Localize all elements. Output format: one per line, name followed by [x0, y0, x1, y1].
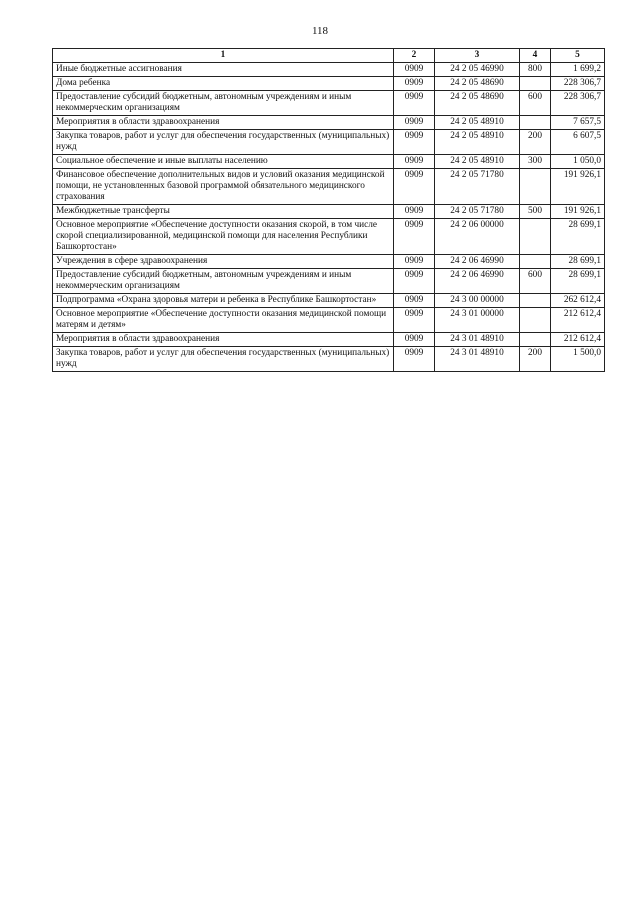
row-amount: 191 926,1 — [551, 205, 605, 219]
row-amount: 6 607,5 — [551, 130, 605, 155]
row-section-code: 0909 — [394, 308, 435, 333]
row-section-code: 0909 — [394, 91, 435, 116]
row-name: Предоставление субсидий бюджетным, автономным учреждениям и иным некоммерческим организациям — [53, 91, 394, 116]
table-row — [53, 308, 605, 333]
row-name: Межбюджетные трансферты — [53, 205, 394, 219]
row-expense-type — [520, 116, 551, 130]
column-header-2: 2 — [394, 49, 435, 63]
row-amount: 28 699,1 — [551, 269, 605, 294]
row-amount: 7 657,5 — [551, 116, 605, 130]
row-section-code: 0909 — [394, 169, 435, 205]
row-name: Иные бюджетные ассигнования — [53, 63, 394, 77]
row-expense-type: 200 — [520, 347, 551, 372]
row-expense-type — [520, 77, 551, 91]
row-expense-type: 600 — [520, 91, 551, 116]
row-name: Социальное обеспечение и иные выплаты населению — [53, 155, 394, 169]
table-row — [53, 294, 605, 308]
row-section-code: 0909 — [394, 219, 435, 255]
row-amount: 28 699,1 — [551, 255, 605, 269]
row-name: Учреждения в сфере здравоохранения — [53, 255, 394, 269]
row-expense-type — [520, 219, 551, 255]
row-expense-type: 800 — [520, 63, 551, 77]
row-target-article: 24 2 05 48910 — [435, 130, 520, 155]
row-section-code: 0909 — [394, 294, 435, 308]
row-target-article: 24 3 01 48910 — [435, 333, 520, 347]
row-expense-type — [520, 308, 551, 333]
column-header-3: 3 — [435, 49, 520, 63]
table-row — [53, 205, 605, 219]
row-amount: 262 612,4 — [551, 294, 605, 308]
row-expense-type: 600 — [520, 269, 551, 294]
row-target-article: 24 3 00 00000 — [435, 294, 520, 308]
table-header-row — [53, 49, 605, 63]
row-name: Закупка товаров, работ и услуг для обеспечения государственных (муниципальных) нужд — [53, 130, 394, 155]
row-expense-type — [520, 169, 551, 205]
table-row — [53, 63, 605, 77]
row-target-article: 24 2 05 46990 — [435, 63, 520, 77]
row-expense-type — [520, 255, 551, 269]
row-target-article: 24 3 01 00000 — [435, 308, 520, 333]
row-target-article: 24 2 05 48690 — [435, 91, 520, 116]
row-target-article: 24 2 05 48910 — [435, 116, 520, 130]
row-name: Финансовое обеспечение дополнительных видов и условий оказания медицинской помощи, не установленных базовой программой обязательного медицинского страхования — [53, 169, 394, 205]
row-amount: 1 500,0 — [551, 347, 605, 372]
table-row — [53, 155, 605, 169]
row-target-article: 24 2 05 71780 — [435, 169, 520, 205]
page-number: 118 — [311, 25, 329, 37]
table-row — [53, 169, 605, 205]
row-name: Мероприятия в области здравоохранения — [53, 333, 394, 347]
row-section-code: 0909 — [394, 77, 435, 91]
row-target-article: 24 2 05 48690 — [435, 77, 520, 91]
column-header-4: 4 — [520, 49, 551, 63]
column-header-5: 5 — [551, 49, 605, 63]
row-target-article: 24 2 05 48910 — [435, 155, 520, 169]
row-section-code: 0909 — [394, 205, 435, 219]
row-name: Предоставление субсидий бюджетным, автономным учреждениям и иным некоммерческим организациям — [53, 269, 394, 294]
row-section-code: 0909 — [394, 347, 435, 372]
row-amount: 28 699,1 — [551, 219, 605, 255]
row-amount: 228 306,7 — [551, 91, 605, 116]
table-row — [53, 130, 605, 155]
row-expense-type — [520, 294, 551, 308]
row-name: Дома ребенка — [53, 77, 394, 91]
table-row — [53, 91, 605, 116]
row-section-code: 0909 — [394, 255, 435, 269]
row-expense-type — [520, 333, 551, 347]
row-amount: 212 612,4 — [551, 308, 605, 333]
row-amount: 212 612,4 — [551, 333, 605, 347]
row-amount: 191 926,1 — [551, 169, 605, 205]
table-row — [53, 347, 605, 372]
row-target-article: 24 3 01 48910 — [435, 347, 520, 372]
row-name: Мероприятия в области здравоохранения — [53, 116, 394, 130]
row-section-code: 0909 — [394, 155, 435, 169]
row-name: Подпрограмма «Охрана здоровья матери и ребенка в Республике Башкортостан» — [53, 294, 394, 308]
table-row — [53, 116, 605, 130]
column-header-1: 1 — [53, 49, 394, 63]
row-section-code: 0909 — [394, 63, 435, 77]
row-amount: 228 306,7 — [551, 77, 605, 91]
table-row — [53, 77, 605, 91]
row-name: Основное мероприятие «Обеспечение доступности оказания скорой, в том числе скорой специализированной, медицинской помощи для населения Республики Башкортостан» — [53, 219, 394, 255]
row-name: Закупка товаров, работ и услуг для обеспечения государственных (муниципальных) нужд — [53, 347, 394, 372]
row-target-article: 24 2 05 71780 — [435, 205, 520, 219]
row-section-code: 0909 — [394, 116, 435, 130]
row-section-code: 0909 — [394, 130, 435, 155]
table-row — [53, 333, 605, 347]
row-target-article: 24 2 06 46990 — [435, 269, 520, 294]
table-row — [53, 269, 605, 294]
table-row — [53, 255, 605, 269]
row-expense-type: 200 — [520, 130, 551, 155]
row-section-code: 0909 — [394, 269, 435, 294]
budget-table — [52, 48, 605, 372]
row-section-code: 0909 — [394, 333, 435, 347]
row-amount: 1 699,2 — [551, 63, 605, 77]
row-target-article: 24 2 06 00000 — [435, 219, 520, 255]
row-name: Основное мероприятие «Обеспечение доступности оказания медицинской помощи матерям и детям» — [53, 308, 394, 333]
row-expense-type: 500 — [520, 205, 551, 219]
row-target-article: 24 2 06 46990 — [435, 255, 520, 269]
table-row — [53, 219, 605, 255]
row-amount: 1 050,0 — [551, 155, 605, 169]
row-expense-type: 300 — [520, 155, 551, 169]
